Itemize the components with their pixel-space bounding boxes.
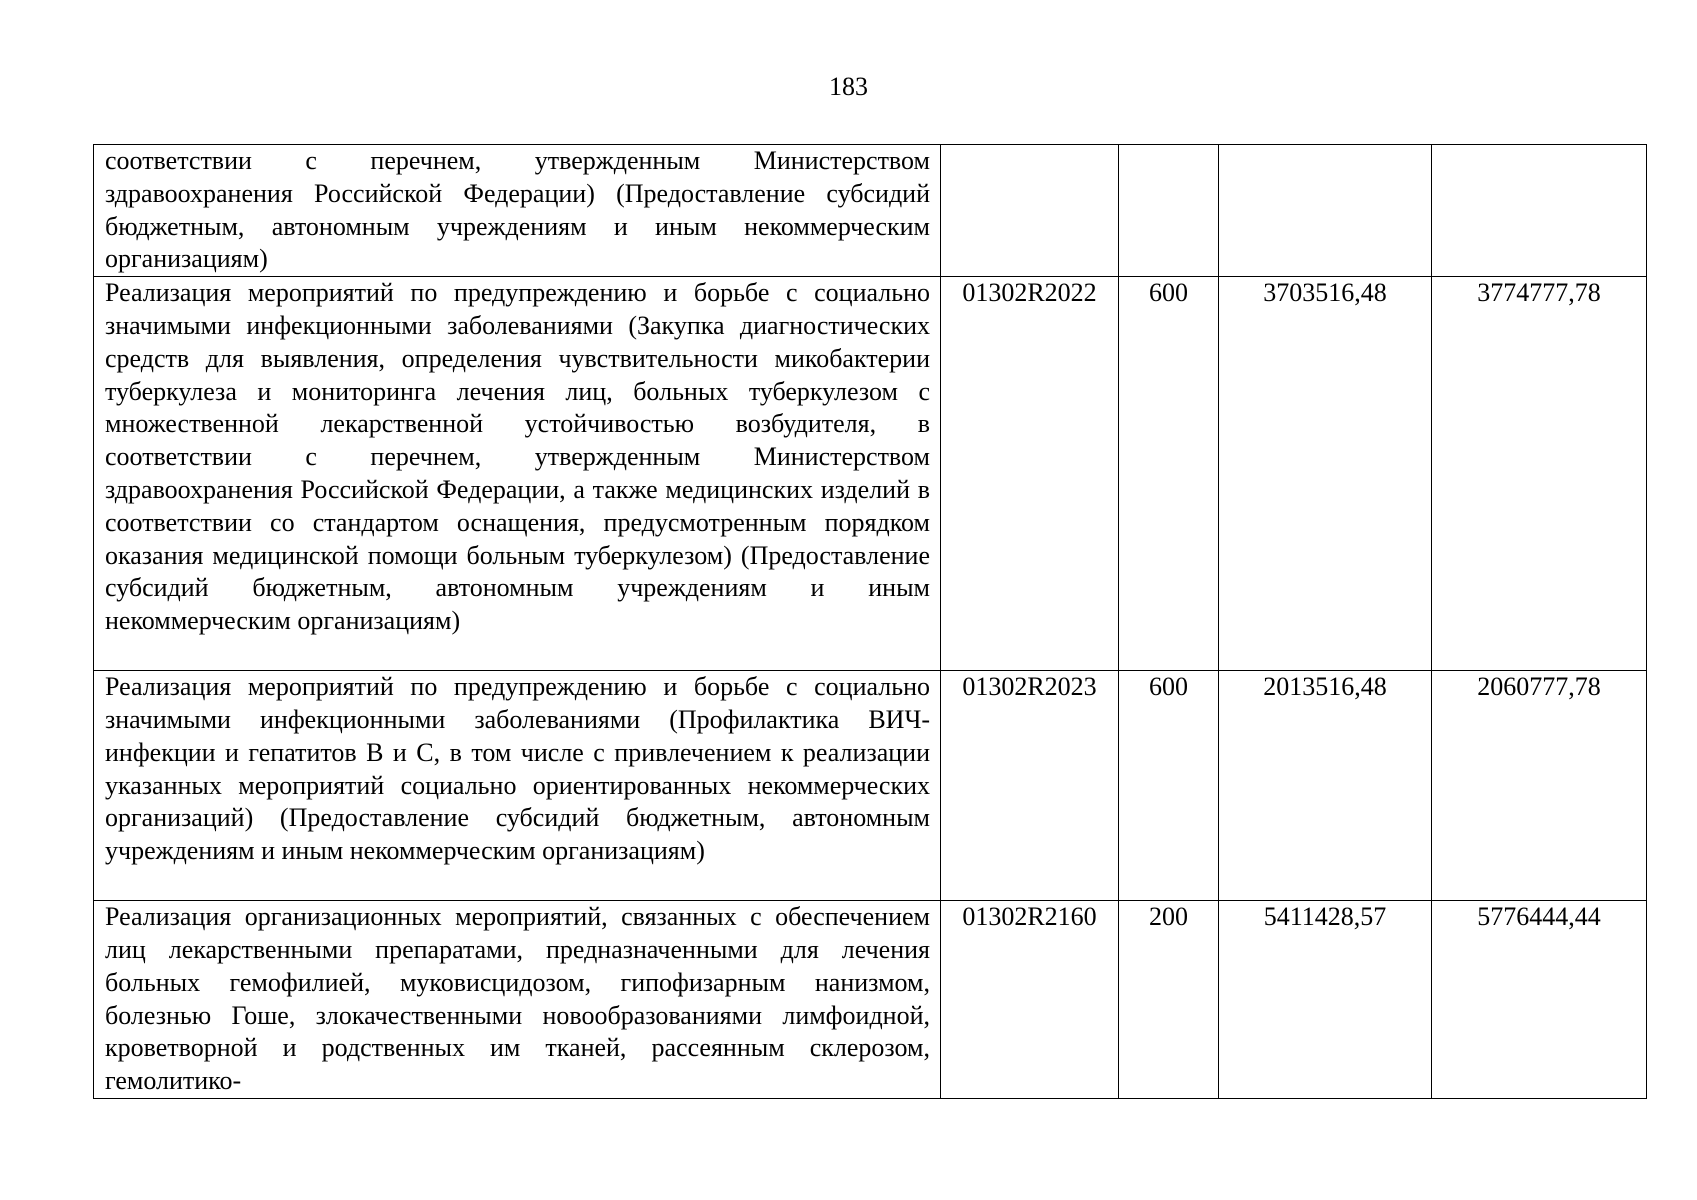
page-number: 183 bbox=[829, 72, 868, 101]
row-value-1: 5411428,57 bbox=[1219, 901, 1432, 1099]
row-type: 200 bbox=[1119, 901, 1219, 1099]
row-description: Реализация мероприятий по предупреждению и борьбе с социально значимыми инфекционными заболеваниями (Закупка диагностических средств для выявления, определения чувствительности микобактерии туберкулеза и мониторинга лечения лиц, больных туберкулезом с множественной лекарственной устойчивостью возбудителя, в соответствии с перечнем, утвержденным Министерством здравоохранения Российской Федерации, а также медицинских изделий в соответствии со стандартом оснащения, предусмотренным порядком оказания медицинской помощи больным туберкулезом) (Предоставление субсидий бюджетным, автономным учреждениям и иным некоммерческим организациям) bbox=[94, 277, 941, 671]
row-code: 01302R2022 bbox=[941, 277, 1119, 671]
row-description: Реализация мероприятий по предупреждению и борьбе с социально значимыми инфекционными заболеваниями (Профилактика ВИЧ-инфекции и гепатитов B и C, в том числе с привлечением к реализации указанных мероприятий социально ориентированных некоммерческих организаций) (Предоставление субсидий бюджетным, автономным учреждениям и иным некоммерческим организациям) bbox=[94, 671, 941, 901]
row-code: 01302R2160 bbox=[941, 901, 1119, 1099]
row-description: соответствии с перечнем, утвержденным Министерством здравоохранения Российской Федерации) (Предоставление субсидий бюджетным, автономным учреждениям и иным некоммерческим организациям) bbox=[94, 145, 941, 277]
row-type: 600 bbox=[1119, 671, 1219, 901]
row-value-2: 5776444,44 bbox=[1432, 901, 1647, 1099]
row-value-2: 3774777,78 bbox=[1432, 277, 1647, 671]
budget-table bbox=[93, 144, 1647, 1099]
row-type bbox=[1119, 145, 1219, 277]
row-code bbox=[941, 145, 1119, 277]
table-row bbox=[94, 901, 1647, 1099]
table-row bbox=[94, 671, 1647, 901]
row-type: 600 bbox=[1119, 277, 1219, 671]
row-code: 01302R2023 bbox=[941, 671, 1119, 901]
row-value-1 bbox=[1219, 145, 1432, 277]
row-value-1: 2013516,48 bbox=[1219, 671, 1432, 901]
table-row bbox=[94, 145, 1647, 277]
row-value-2: 2060777,78 bbox=[1432, 671, 1647, 901]
row-value-2 bbox=[1432, 145, 1647, 277]
row-description: Реализация организационных мероприятий, связанных с обеспечением лиц лекарственными препаратами, предназначенными для лечения больных гемофилией, муковисцидозом, гипофизарным нанизмом, болезнью Гоше, злокачественными новообразованиями лимфоидной, кроветворной и родственных им тканей, рассеянным склерозом, гемолитико- bbox=[94, 901, 941, 1099]
table-row bbox=[94, 277, 1647, 671]
row-value-1: 3703516,48 bbox=[1219, 277, 1432, 671]
